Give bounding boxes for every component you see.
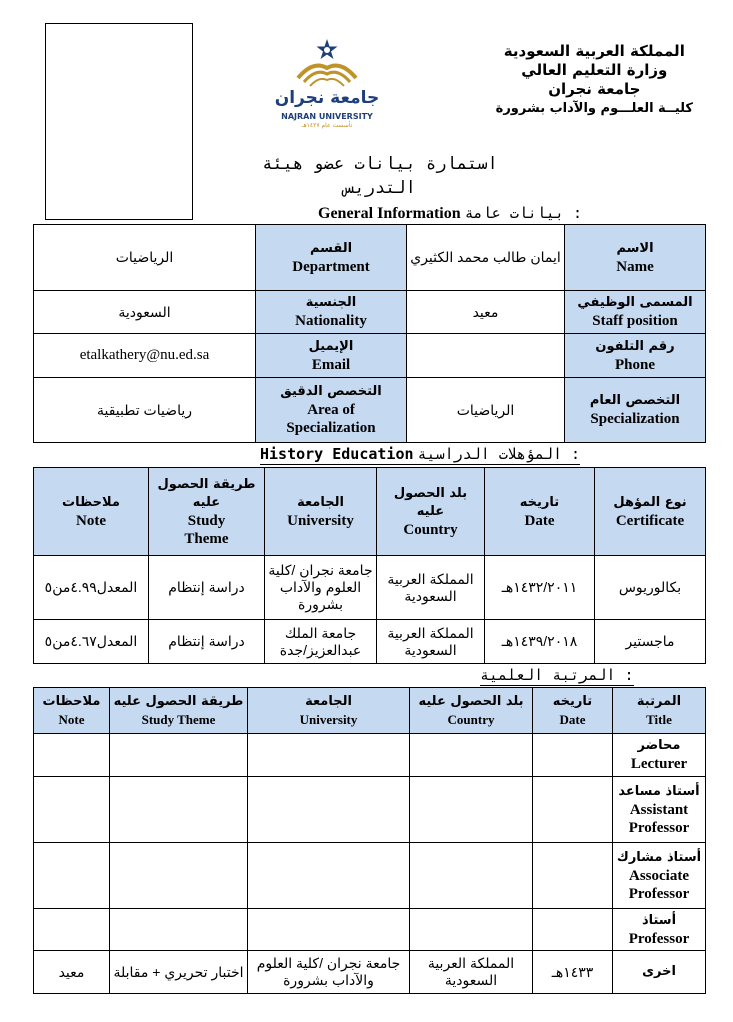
table-row xyxy=(34,291,706,334)
rank-study xyxy=(110,843,248,909)
form-title: استمارة بيانات عضو هيئة التدريس xyxy=(262,154,498,198)
education-table xyxy=(33,467,706,664)
education-heading-en: History Education xyxy=(260,445,414,463)
table-header-row xyxy=(34,468,706,556)
header-ministry: وزارة التعليم العالي xyxy=(521,61,668,79)
rank-date xyxy=(533,843,613,909)
col-country: بلد الحصول عليه Country xyxy=(410,688,533,734)
rank-country xyxy=(410,909,533,951)
col-university: الجامعة University xyxy=(265,468,377,556)
rank-title: اخرى xyxy=(613,951,706,994)
rank-title: أستاذ Professor xyxy=(613,909,706,951)
table-header-row xyxy=(34,688,706,734)
rank-heading xyxy=(480,666,634,686)
name-label: الاسم Name xyxy=(565,225,706,291)
education-heading xyxy=(260,445,580,465)
general-info-heading xyxy=(318,204,582,223)
edu-university: جامعة الملك عبدالعزيز/جدة xyxy=(265,620,377,664)
phone-label: رقم التلفون Phone xyxy=(565,334,706,378)
rank-study xyxy=(110,734,248,777)
rank-date xyxy=(533,777,613,843)
rank-date: ١٤٣٣هـ xyxy=(533,951,613,994)
edu-date: ١٤٣٢/٢٠١١هـ xyxy=(485,556,595,620)
table-row xyxy=(34,334,706,378)
header-kingdom: المملكة العربية السعودية xyxy=(503,42,685,60)
header-college: كليــة العلـــوم والآداب بشرورة xyxy=(495,101,693,116)
position-value: معيد xyxy=(407,291,565,334)
table-row xyxy=(34,734,706,777)
rank-note xyxy=(34,777,110,843)
edu-country: المملكة العربية السعودية xyxy=(377,556,485,620)
department-label: القسم Department xyxy=(256,225,407,291)
rank-note: معيد xyxy=(34,951,110,994)
rank-university xyxy=(248,909,410,951)
rank-university xyxy=(248,843,410,909)
edu-study: دراسة إنتظام xyxy=(149,620,265,664)
education-heading-ar: المؤهلات الدراسية : xyxy=(417,445,581,463)
rank-date xyxy=(533,734,613,777)
rank-date xyxy=(533,909,613,951)
university-logo xyxy=(268,38,386,130)
institution-header xyxy=(496,42,693,118)
col-date: تاريخه Date xyxy=(485,468,595,556)
col-study: طريقة الحصول عليه Study Theme xyxy=(149,468,265,556)
rank-study xyxy=(110,777,248,843)
col-note: ملاحظات Note xyxy=(34,688,110,734)
general-info-table xyxy=(33,224,706,443)
email-label: الإيميل Email xyxy=(256,334,407,378)
rank-study: اختبار تحريري + مقابلة xyxy=(110,951,248,994)
department-value: الرياضيات xyxy=(34,225,256,291)
logo-founded-text: تأسست عام ١٤٢٧هـ xyxy=(301,122,353,129)
edu-study: دراسة إنتظام xyxy=(149,556,265,620)
rank-note xyxy=(34,843,110,909)
rank-note xyxy=(34,909,110,951)
table-row xyxy=(34,909,706,951)
col-country: بلد الحصول عليه Country xyxy=(377,468,485,556)
col-certificate: نوع المؤهل Certificate xyxy=(595,468,706,556)
table-row xyxy=(34,620,706,664)
general-heading-ar: بيانات عامة : xyxy=(464,204,583,222)
edu-university: جامعة نجران /كلية العلوم والآداب بشرورة xyxy=(265,556,377,620)
specialization-value: الرياضيات xyxy=(407,378,565,443)
table-row xyxy=(34,843,706,909)
edu-date: ١٤٣٩/٢٠١٨هـ xyxy=(485,620,595,664)
position-label: المسمى الوظيفي Staff position xyxy=(565,291,706,334)
rank-university: جامعة نجران /كلية العلوم والآداب بشرورة xyxy=(248,951,410,994)
area-label: التخصص الدقيق Area of Specialization xyxy=(256,378,407,443)
nationality-value: السعودية xyxy=(34,291,256,334)
rank-title: أستاذ مشارك Associate Professor xyxy=(613,843,706,909)
rank-country xyxy=(410,843,533,909)
edu-certificate: ماجستير xyxy=(595,620,706,664)
edu-country: المملكة العربية السعودية xyxy=(377,620,485,664)
rank-study xyxy=(110,909,248,951)
table-row xyxy=(34,378,706,443)
table-row xyxy=(34,556,706,620)
email-value: etalkathery@nu.ed.sa xyxy=(34,334,256,378)
edu-note: المعدل٤.٦٧من٥ xyxy=(34,620,149,664)
rank-title: محاضر Lecturer xyxy=(613,734,706,777)
rank-title: أستاذ مساعد Assistant Professor xyxy=(613,777,706,843)
header-university: جامعة نجران xyxy=(548,80,641,98)
col-title: المرتبة Title xyxy=(613,688,706,734)
rank-university xyxy=(248,777,410,843)
name-value: ايمان طالب محمد الكثيري xyxy=(407,225,565,291)
rank-note xyxy=(34,734,110,777)
phone-value xyxy=(407,334,565,378)
table-row xyxy=(34,225,706,291)
rank-table xyxy=(33,687,706,994)
photo-placeholder xyxy=(45,23,193,220)
edu-note: المعدل٤.٩٩من٥ xyxy=(34,556,149,620)
col-university: الجامعة University xyxy=(248,688,410,734)
col-date: تاريخه Date xyxy=(533,688,613,734)
logo-english-text: NAJRAN UNIVERSITY xyxy=(281,112,373,121)
table-row xyxy=(34,951,706,994)
table-row xyxy=(34,777,706,843)
rank-country xyxy=(410,734,533,777)
col-study: طريقة الحصول عليه Study Theme xyxy=(110,688,248,734)
rank-country xyxy=(410,777,533,843)
col-note: ملاحظات Note xyxy=(34,468,149,556)
area-value: رياضيات تطبيقية xyxy=(34,378,256,443)
specialization-label: التخصص العام Specialization xyxy=(565,378,706,443)
rank-heading-ar: المرتبة العلمية : xyxy=(480,666,634,684)
edu-certificate: بكالوريوس xyxy=(595,556,706,620)
general-heading-en: General Information xyxy=(318,205,461,222)
logo-arabic-text: جامعة نجران xyxy=(274,88,380,108)
nationality-label: الجنسية Nationality xyxy=(256,291,407,334)
rank-university xyxy=(248,734,410,777)
rank-country: المملكة العربية السعودية xyxy=(410,951,533,994)
